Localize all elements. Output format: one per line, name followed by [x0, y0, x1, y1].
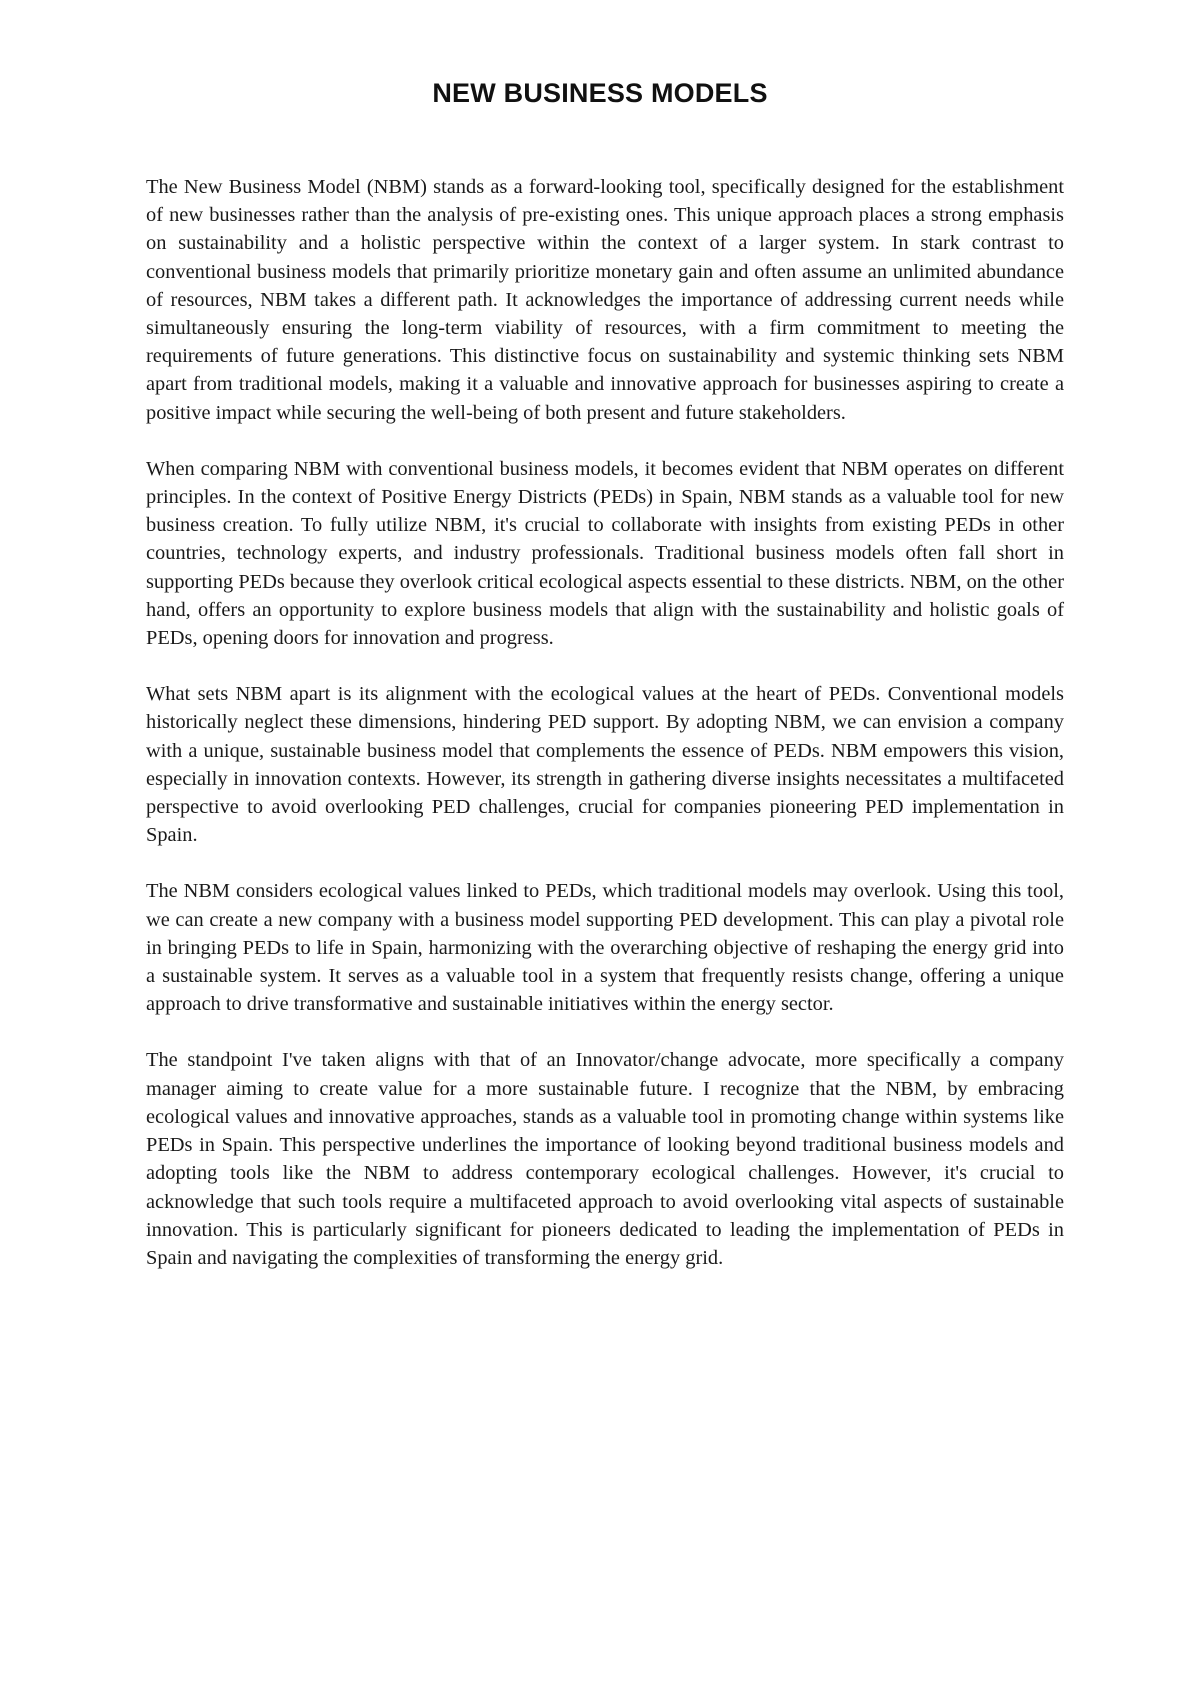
document-body	[146, 173, 1064, 1300]
paragraph-4: The NBM considers ecological values linked to PEDs, which traditional models may overlook. Using this tool, we can create a new company with a business model supporting PED development. This can play a pivotal role in bringing PEDs to life in Spain, harmonizing with the overarching objective of reshaping the energy grid into a sustainable system. It serves as a valuable tool in a system that frequently resists change, offering a unique approach to drive transformative and sustainable initiatives within the energy sector.	[146, 880, 1064, 1016]
paragraph-3: What sets NBM apart is its alignment with the ecological values at the heart of PEDs. Conventional models historically neglect these dimensions, hindering PED support. By adopting NBM, we can envision a company with a unique, sustainable business model that complements the essence of PEDs. NBM empowers this vision, especially in innovation contexts. However, its strength in gathering diverse insights necessitates a multifaceted perspective to avoid overlooking PED challenges, crucial for companies pioneering PED implementation in Spain.	[146, 683, 1064, 847]
document-title: NEW BUSINESS MODELS	[432, 78, 768, 108]
paragraph-2: When comparing NBM with conventional business models, it becomes evident that NBM operates on different principles. In the context of Positive Energy Districts (PEDs) in Spain, NBM stands as a valuable tool for new business creation. To fully utilize NBM, it's crucial to collaborate with insights from existing PEDs in other countries, technology experts, and industry professionals. Traditional business models often fall short in supporting PEDs because they overlook critical ecological aspects essential to these districts. NBM, on the other hand, offers an opportunity to explore business models that align with the sustainability and holistic goals of PEDs, opening doors for innovation and progress.	[146, 457, 1064, 650]
paragraph-5: The standpoint I've taken aligns with that of an Innovator/change advocate, more specifically a company manager aiming to create value for a more sustainable future. I recognize that the NBM, by embracing ecological values and innovative approaches, stands as a valuable tool in promoting change within systems like PEDs in Spain. This perspective underlines the importance of looking beyond traditional business models and adopting tools like the NBM to address contemporary ecological challenges. However, it's crucial to acknowledge that such tools require a multifaceted approach to avoid overlooking vital aspects of sustainable innovation. This is particularly significant for pioneers dedicated to leading the implementation of PEDs in Spain and navigating the complexities of transforming the energy grid.	[146, 1049, 1064, 1269]
paragraph-1: The New Business Model (NBM) stands as a forward-looking tool, specifically designed for the establishment of new businesses rather than the analysis of pre-existing ones. This unique approach places a strong emphasis on sustainability and a holistic perspective within the context of a larger system. In stark contrast to conventional business models that primarily prioritize monetary gain and often assume an unlimited abundance of resources, NBM takes a different path. It acknowledges the importance of addressing current needs while simultaneously ensuring the long-term viability of resources, with a firm commitment to meeting the requirements of future generations. This distinctive focus on sustainability and systemic thinking sets NBM apart from traditional models, making it a valuable and innovative approach for businesses aspiring to create a positive impact while securing the well-being of both present and future stakeholders.	[146, 176, 1064, 424]
